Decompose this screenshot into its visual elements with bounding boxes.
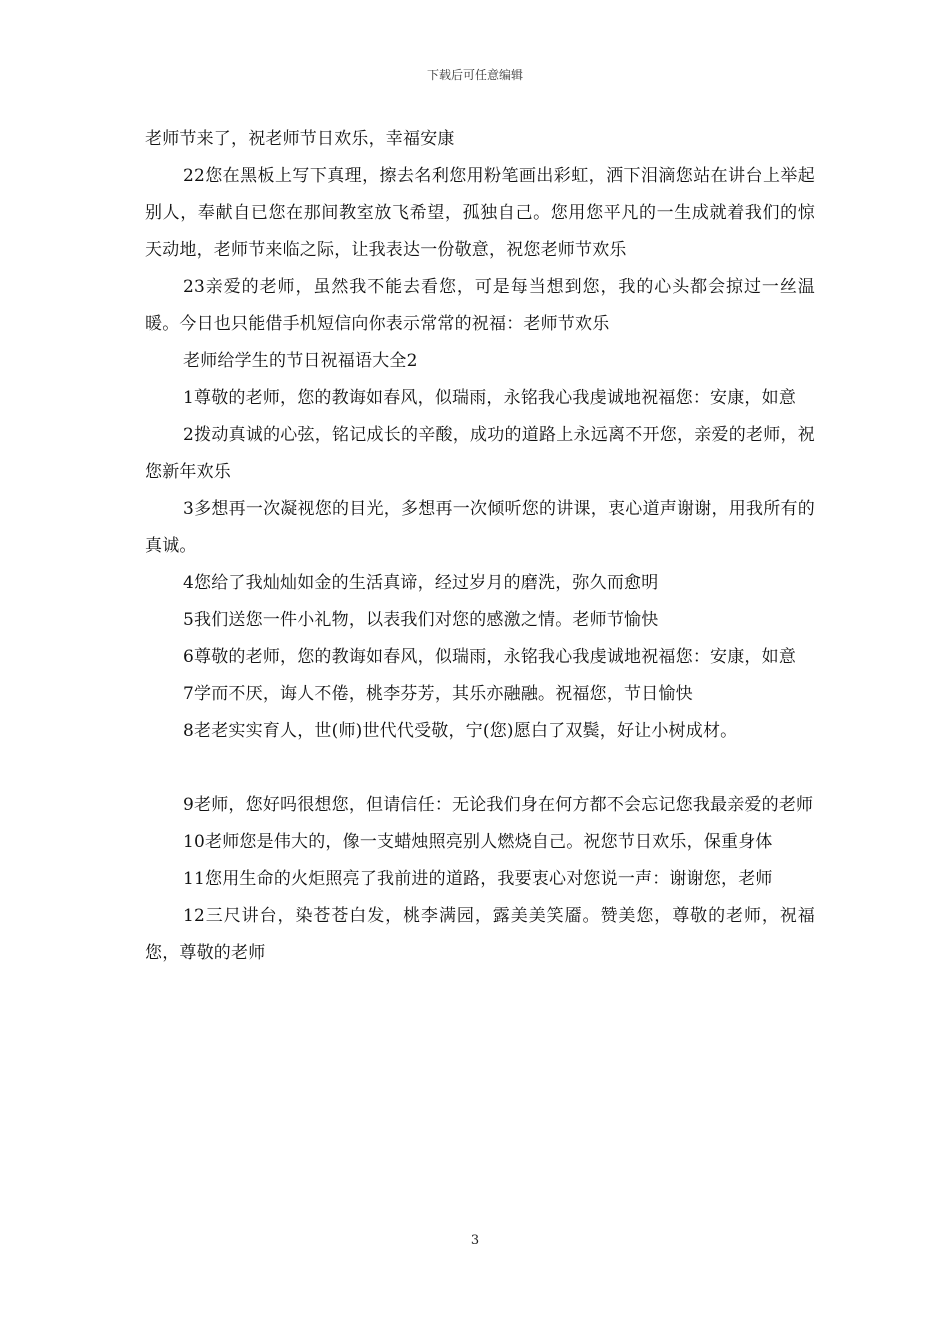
paragraph-item-7: 7学而不厌，诲人不倦，桃李芬芳，其乐亦融融。祝福您，节日愉快	[183, 684, 693, 704]
blank-line	[145, 750, 815, 787]
paragraph-item-2: 2拨动真诚的心弦，铭记成长的辛酸，成功的道路上永远离不开您，亲爱的老师，祝您新年欢乐	[145, 425, 815, 482]
page-header: 下载后可任意编辑	[426, 68, 523, 82]
paragraph-item-10: 10老师您是伟大的，像一支蜡烛照亮别人燃烧自己。祝您节日欢乐，保重身体	[183, 832, 773, 852]
paragraph-item-12: 12三尺讲台，染苍苍白发，桃李满园，露美美笑靥。赞美您，尊敬的老师，祝福您，尊敬的老师	[145, 906, 815, 963]
paragraph-item-9: 9老师，您好吗很想您，但请信任：无论我们身在何方都不会忘记您我最亲爱的老师	[183, 795, 814, 815]
page-number: 3	[470, 1233, 480, 1248]
section-heading: 老师给学生的节日祝福语大全2	[183, 351, 418, 371]
paragraph-item-4: 4您给了我灿灿如金的生活真谛，经过岁月的磨洗，弥久而愈明	[183, 573, 659, 593]
paragraph-item-3: 3多想再一次凝视您的目光，多想再一次倾听您的讲课，衷心道声谢谢，用我所有的真诚。	[145, 499, 815, 556]
paragraph-item-23: 23亲爱的老师，虽然我不能去看您，可是每当想到您，我的心头都会掠过一丝温暖。今日也只能借手机短信向你表示常常的祝福：老师节欢乐	[145, 277, 815, 334]
paragraph-item-22: 22您在黑板上写下真理，擦去名利您用粉笔画出彩虹，洒下泪滴您站在讲台上举起别人，奉献自已您在那间教室放飞希望，孤独自己。您用您平凡的一生成就着我们的惊天动地，老师节来临之际，让我表达一份敬意，祝您老师节欢乐	[145, 166, 815, 260]
paragraph-item-5: 5我们送您一件小礼物，以表我们对您的感激之情。老师节愉快	[183, 610, 659, 630]
paragraph-item-6: 6尊敬的老师，您的教诲如春风，似瑞雨，永铭我心我虔诚地祝福您：安康，如意	[183, 647, 797, 667]
paragraph-item-8: 8老老实实育人，世(师)世代代受敬，宁(您)愿白了双鬓，好让小树成材。	[183, 721, 738, 741]
document-body	[145, 121, 815, 972]
paragraph-closing-line: 老师节来了，祝老师节日欢乐，幸福安康	[145, 129, 455, 149]
paragraph-item-1: 1尊敬的老师，您的教诲如春风，似瑞雨，永铭我心我虔诚地祝福您：安康，如意	[183, 388, 797, 408]
paragraph-item-11: 11您用生命的火炬照亮了我前进的道路，我要衷心对您说一声：谢谢您，老师	[183, 869, 773, 889]
